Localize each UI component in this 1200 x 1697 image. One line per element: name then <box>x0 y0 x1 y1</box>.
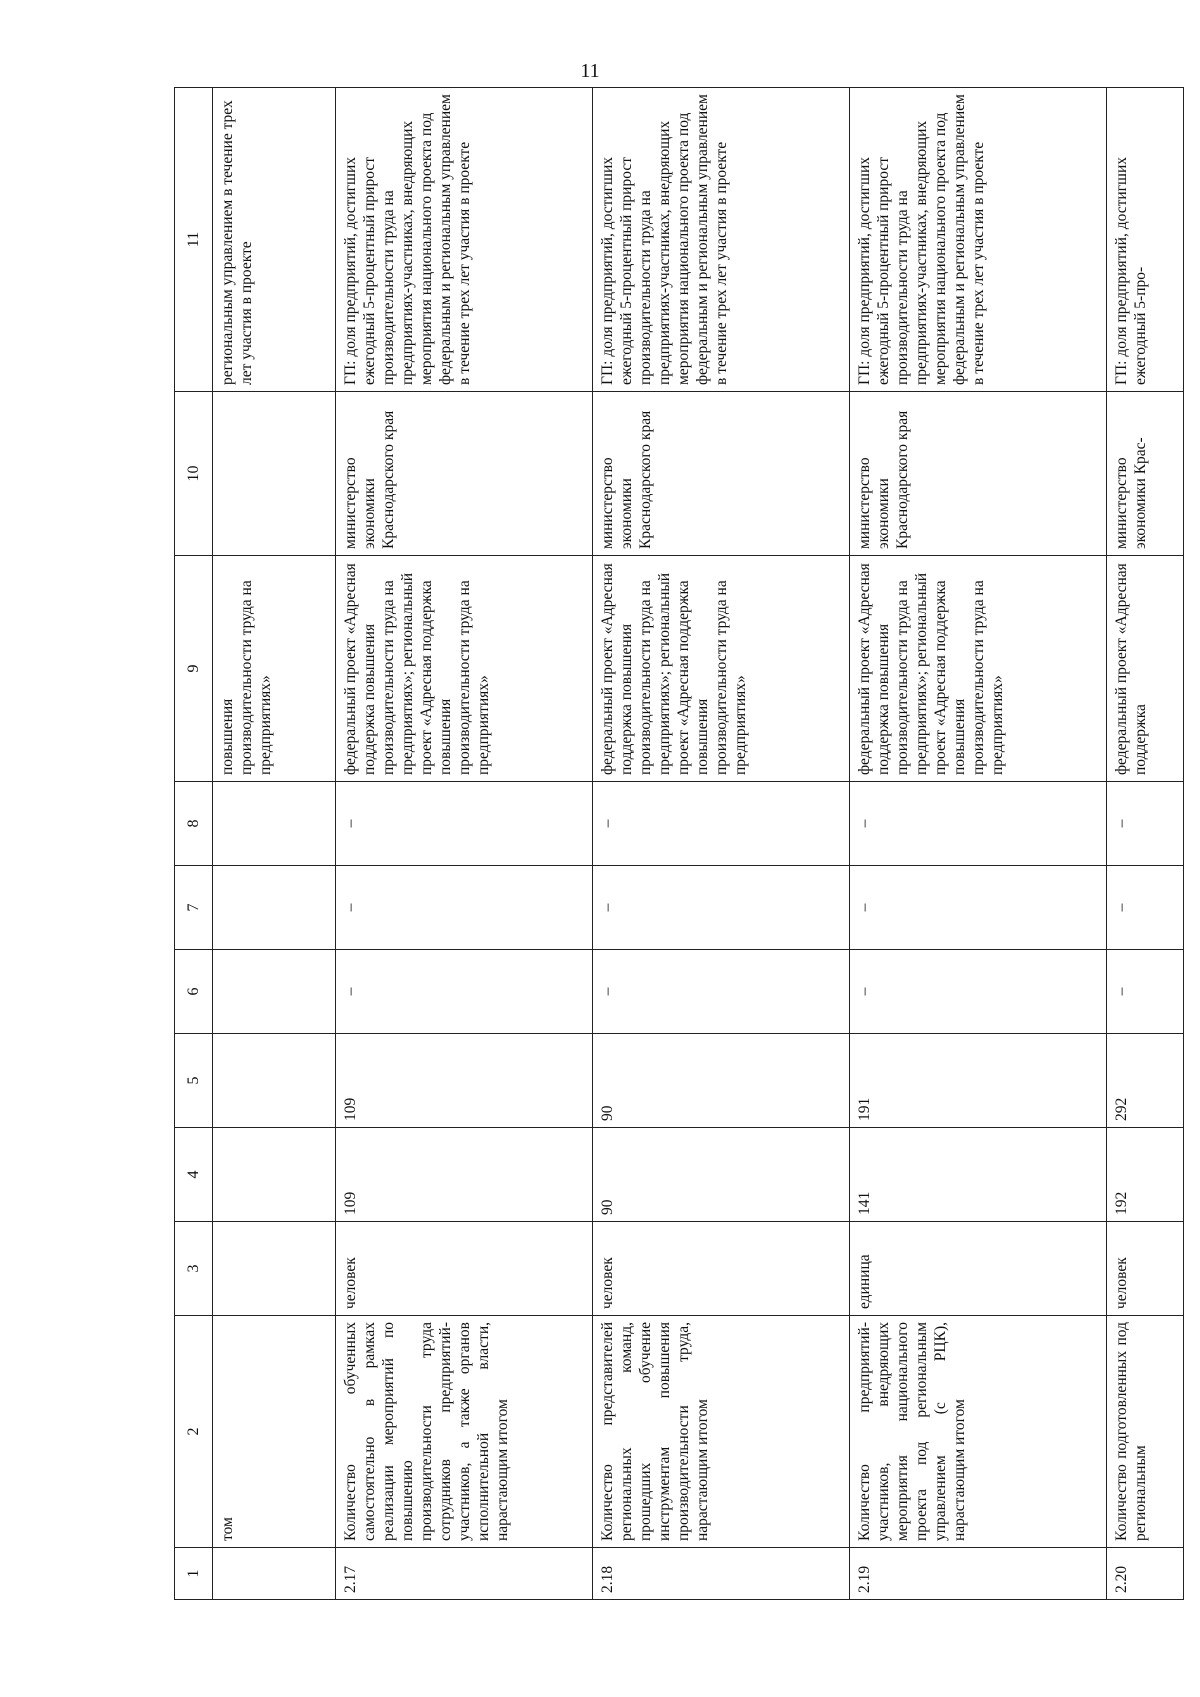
value-col-5: 90 <box>593 1034 850 1128</box>
value-col-7: – <box>593 866 850 950</box>
row-number: 2.20 <box>1107 1548 1184 1600</box>
value-col-6 <box>213 950 336 1034</box>
indicator-name: том <box>213 1316 336 1548</box>
unit-cell: человек <box>335 1222 592 1316</box>
row-number: 2.19 <box>850 1548 1107 1600</box>
target-cell: ГП: доля предприятий, достигших ежегодный 5-процентный прирост производительности труда на предприятиях-участниках, внедряющих мероприятия национального проекта под федеральным и региональным управлением в течение трех лет участия в проекте <box>335 88 592 392</box>
value-col-7: – <box>1107 866 1184 950</box>
value-col-7: – <box>850 866 1107 950</box>
value-col-4 <box>213 1128 336 1222</box>
value-col-8: – <box>1107 782 1184 866</box>
page-number: 11 <box>580 60 600 82</box>
header-row <box>175 88 213 1600</box>
table-row <box>335 88 592 1600</box>
value-col-8: – <box>335 782 592 866</box>
table-row <box>213 88 336 1600</box>
responsible-cell: министерство экономики Краснодарского края <box>593 392 850 556</box>
indicator-name: Количество обученных самостоятельно в рамках реализации мероприятий по повышению производительности труда сотрудников предприятий-участников, а также органов исполнительной власти, нарастающим итогом <box>335 1316 592 1548</box>
value-col-7 <box>213 866 336 950</box>
project-cell: федеральный проект «Адресная поддержка повышения производительности труда на предприятиях»; региональный проект «Адресная поддержка повышения производительности труда на предприятиях» <box>850 556 1107 782</box>
table-container <box>174 88 1184 1600</box>
value-col-4: 90 <box>593 1128 850 1222</box>
responsible-cell: министерство экономики Краснодарского края <box>850 392 1107 556</box>
header-col-6: 6 <box>175 950 213 1034</box>
table-row <box>1107 88 1184 1600</box>
unit-cell: человек <box>1107 1222 1184 1316</box>
value-col-5 <box>213 1034 336 1128</box>
project-cell: федеральный проект «Адресная поддержка <box>1107 556 1184 782</box>
table-row <box>850 88 1107 1600</box>
header-col-9: 9 <box>175 556 213 782</box>
unit-cell: человек <box>593 1222 850 1316</box>
unit-cell <box>213 1222 336 1316</box>
target-cell: региональным управлением в течение трех лет участия в проекте <box>213 88 336 392</box>
value-col-5: 191 <box>850 1034 1107 1128</box>
value-col-4: 192 <box>1107 1128 1184 1222</box>
header-col-3: 3 <box>175 1222 213 1316</box>
header-col-5: 5 <box>175 1034 213 1128</box>
responsible-cell <box>213 392 336 556</box>
header-col-4: 4 <box>175 1128 213 1222</box>
value-col-8: – <box>593 782 850 866</box>
target-cell: ГП: доля предприятий, достигших ежегодный 5-процентный прирост производительности труда на предприятиях-участниках, внедряющих мероприятия национального проекта под федеральным и региональным управлением в течение трех лет участия в проекте <box>850 88 1107 392</box>
table-row <box>593 88 850 1600</box>
value-col-6: – <box>850 950 1107 1034</box>
project-cell: повышения производительности труда на предприятиях» <box>213 556 336 782</box>
header-col-11: 11 <box>175 88 213 392</box>
value-col-5: 292 <box>1107 1034 1184 1128</box>
value-col-8: – <box>850 782 1107 866</box>
indicator-name: Количество представителей региональных команд, прошедших обучение инструментам повышения производительности труда, нарастающим итогом <box>593 1316 850 1548</box>
responsible-cell: министерство экономики Крас- <box>1107 392 1184 556</box>
header-col-8: 8 <box>175 782 213 866</box>
indicators-table <box>174 87 1184 1600</box>
responsible-cell: министерство экономики Краснодарского края <box>335 392 592 556</box>
value-col-4: 109 <box>335 1128 592 1222</box>
header-col-10: 10 <box>175 392 213 556</box>
target-cell: ГП: доля предприятий, достигших ежегодный 5-про- <box>1107 88 1184 392</box>
target-cell: ГП: доля предприятий, достигших ежегодный 5-процентный прирост производительности труда на предприятиях-участниках, внедряющих мероприятия национального проекта под федеральным и региональным управлением в течение трех лет участия в проекте <box>593 88 850 392</box>
header-col-1: 1 <box>175 1548 213 1600</box>
value-col-6: – <box>593 950 850 1034</box>
row-number: 2.18 <box>593 1548 850 1600</box>
value-col-8 <box>213 782 336 866</box>
unit-cell: единица <box>850 1222 1107 1316</box>
indicator-name: Количество подготовленных под региональным <box>1107 1316 1184 1548</box>
rotated-page-content <box>174 88 1184 1600</box>
row-number <box>213 1548 336 1600</box>
project-cell: федеральный проект «Адресная поддержка повышения производительности труда на предприятиях»; региональный проект «Адресная поддержка повышения производительности труда на предприятиях» <box>593 556 850 782</box>
header-col-7: 7 <box>175 866 213 950</box>
value-col-4: 141 <box>850 1128 1107 1222</box>
value-col-6: – <box>335 950 592 1034</box>
header-col-2: 2 <box>175 1316 213 1548</box>
value-col-6: – <box>1107 950 1184 1034</box>
value-col-7: – <box>335 866 592 950</box>
row-number: 2.17 <box>335 1548 592 1600</box>
value-col-5: 109 <box>335 1034 592 1128</box>
project-cell: федеральный проект «Адресная поддержка повышения производительности труда на предприятиях»; региональный проект «Адресная поддержка повышения производительности труда на предприятиях» <box>335 556 592 782</box>
indicator-name: Количество предприятий-участников, внедряющих мероприятия национального проекта под региональным управлением (с РЦК), нарастающим итогом <box>850 1316 1107 1548</box>
